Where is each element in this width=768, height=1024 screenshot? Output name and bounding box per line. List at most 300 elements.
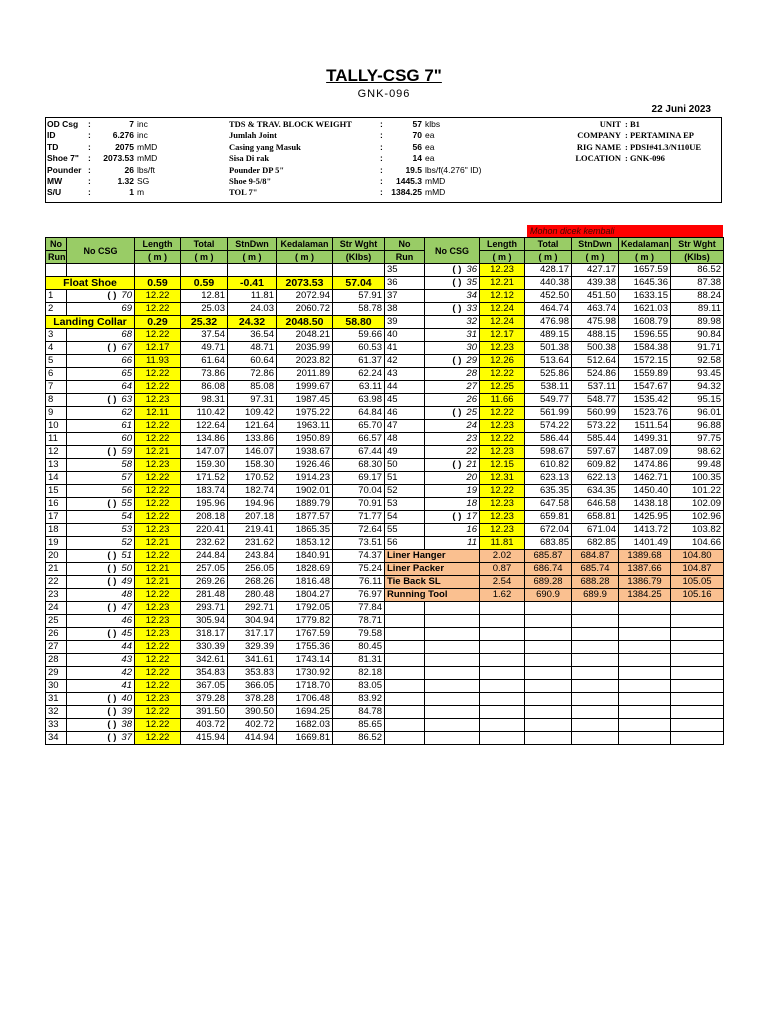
info-value: 6.276 bbox=[112, 130, 134, 141]
csg-number: 50 bbox=[121, 563, 132, 574]
str-wght-cell: 100.35 bbox=[671, 472, 724, 485]
kedalaman-cell: 1633.15 bbox=[619, 290, 671, 303]
length-cell: 12.22 bbox=[480, 407, 525, 420]
str-wght-cell: 95.15 bbox=[671, 394, 724, 407]
info-label: Pounder bbox=[47, 164, 82, 175]
run-number-cell: 21 bbox=[46, 563, 67, 576]
stndwn-cell: 439.38 bbox=[572, 277, 619, 290]
kedalaman-cell: 2023.82 bbox=[277, 355, 333, 368]
empty-cell bbox=[671, 706, 724, 719]
csg-number: 70 bbox=[121, 290, 132, 301]
info-unit: lbs/ft bbox=[137, 164, 155, 175]
csg-number: 41 bbox=[121, 680, 132, 691]
empty-cell bbox=[671, 667, 724, 680]
table-row bbox=[46, 537, 385, 550]
info-value: 26 bbox=[124, 164, 134, 175]
kedalaman-cell: 1608.79 bbox=[619, 316, 671, 329]
stndwn-cell: 146.07 bbox=[228, 446, 277, 459]
empty-cell bbox=[671, 693, 724, 706]
kedalaman-cell: 1755.36 bbox=[277, 641, 333, 654]
csg-number-cell bbox=[425, 264, 480, 277]
csg-number: 20 bbox=[466, 472, 477, 483]
str-wght-cell: 72.64 bbox=[333, 524, 385, 537]
str-wght-cell: 86.52 bbox=[671, 264, 724, 277]
empty-cell bbox=[619, 628, 671, 641]
empty-cell bbox=[619, 706, 671, 719]
csg-number: 24 bbox=[466, 420, 477, 431]
str-wght-cell: 68.30 bbox=[333, 459, 385, 472]
kedalaman-cell: 1938.67 bbox=[277, 446, 333, 459]
info-value: : B1 bbox=[625, 119, 640, 129]
empty-cell bbox=[385, 628, 425, 641]
str-wght-cell: 75.24 bbox=[333, 563, 385, 576]
str-wght-cell: 62.24 bbox=[333, 368, 385, 381]
total-cell: 244.84 bbox=[181, 550, 228, 563]
empty-cell bbox=[671, 719, 724, 732]
col-str-wght-header: Str Wght bbox=[333, 238, 385, 251]
length-cell: 12.23 bbox=[480, 420, 525, 433]
empty-cell bbox=[572, 654, 619, 667]
table-row bbox=[385, 433, 724, 446]
str-wght-cell: 104.66 bbox=[671, 537, 724, 550]
csg-number: 52 bbox=[121, 537, 132, 548]
table-row bbox=[46, 667, 385, 680]
stndwn-cell: 658.81 bbox=[572, 511, 619, 524]
run-number-cell: 24 bbox=[46, 602, 67, 615]
length-cell: 12.22 bbox=[135, 290, 181, 303]
csg-number: 33 bbox=[466, 303, 477, 314]
info-colon: : bbox=[380, 119, 383, 129]
stndwn-cell: 72.86 bbox=[228, 368, 277, 381]
empty-row bbox=[385, 654, 724, 667]
length-cell: 12.22 bbox=[135, 420, 181, 433]
table-row bbox=[46, 355, 385, 368]
length-cell: 12.15 bbox=[480, 459, 525, 472]
length-cell: 12.23 bbox=[480, 498, 525, 511]
table-row bbox=[46, 342, 385, 355]
info-value: 7 bbox=[129, 119, 134, 129]
length-cell: 12.22 bbox=[480, 485, 525, 498]
kedalaman-cell: 1559.89 bbox=[619, 368, 671, 381]
stndwn-cell: 182.74 bbox=[228, 485, 277, 498]
total-cell: 586.44 bbox=[525, 433, 572, 446]
length-cell: 12.24 bbox=[480, 303, 525, 316]
run-number-cell: 29 bbox=[46, 667, 67, 680]
table-row bbox=[385, 329, 724, 342]
str-wght-cell: 80.45 bbox=[333, 641, 385, 654]
run-number-cell: 2 bbox=[46, 303, 67, 316]
empty-cell bbox=[385, 706, 425, 719]
str-wght-cell: 101.22 bbox=[671, 485, 724, 498]
length-cell: 12.21 bbox=[135, 576, 181, 589]
kedalaman-cell: 1792.05 bbox=[277, 602, 333, 615]
notice-banner: Mohon dicek kembali bbox=[527, 225, 723, 237]
table-row bbox=[385, 264, 724, 277]
kedalaman-cell: 1474.86 bbox=[619, 459, 671, 472]
empty-cell bbox=[671, 732, 724, 745]
total-cell: 269.26 bbox=[181, 576, 228, 589]
str-wght-cell: 90.84 bbox=[671, 329, 724, 342]
csg-number: 59 bbox=[121, 446, 132, 457]
empty-cell bbox=[333, 264, 385, 277]
total-cell: 281.48 bbox=[181, 589, 228, 602]
empty-cell bbox=[572, 693, 619, 706]
kedalaman-cell: 1401.49 bbox=[619, 537, 671, 550]
empty-cell bbox=[480, 732, 525, 745]
str-wght-cell: 89.98 bbox=[671, 316, 724, 329]
str-wght-cell: 57.04 bbox=[333, 277, 385, 290]
total-cell: 195.96 bbox=[181, 498, 228, 511]
empty-cell bbox=[572, 719, 619, 732]
table-row bbox=[46, 433, 385, 446]
csg-number-cell bbox=[67, 628, 135, 641]
info-label: MW bbox=[47, 176, 63, 186]
empty-row bbox=[385, 641, 724, 654]
total-cell: 0.59 bbox=[181, 277, 228, 290]
col-total-header: Total bbox=[181, 238, 228, 251]
info-label: TOL 7" bbox=[229, 187, 258, 198]
empty-row bbox=[385, 693, 724, 706]
csg-number-cell bbox=[425, 355, 480, 368]
empty-row bbox=[385, 680, 724, 693]
stndwn-cell: 353.83 bbox=[228, 667, 277, 680]
length-cell: 11.81 bbox=[480, 537, 525, 550]
run-number-cell: 49 bbox=[385, 446, 425, 459]
stndwn-cell: 268.26 bbox=[228, 576, 277, 589]
csg-number: 16 bbox=[466, 524, 477, 535]
kedalaman-cell: 1926.46 bbox=[277, 459, 333, 472]
empty-cell bbox=[619, 654, 671, 667]
empty-cell bbox=[619, 680, 671, 693]
empty-cell bbox=[385, 641, 425, 654]
total-cell: 25.32 bbox=[181, 316, 228, 329]
csg-number: 60 bbox=[121, 433, 132, 444]
empty-cell bbox=[425, 719, 480, 732]
csg-number-cell bbox=[425, 407, 480, 420]
str-wght-cell: 99.48 bbox=[671, 459, 724, 472]
info-label: LOCATION bbox=[575, 153, 621, 164]
kedalaman-cell: 1706.48 bbox=[277, 693, 333, 706]
equipment-label: Liner Packer bbox=[385, 563, 480, 576]
run-number-cell: 6 bbox=[46, 368, 67, 381]
str-wght-cell: 70.91 bbox=[333, 498, 385, 511]
csg-number: 48 bbox=[121, 589, 132, 600]
table-row bbox=[46, 368, 385, 381]
stndwn-cell: 292.71 bbox=[228, 602, 277, 615]
csg-number: 45 bbox=[121, 628, 132, 639]
csg-number-cell bbox=[67, 550, 135, 563]
kedalaman-cell: 1389.68 bbox=[619, 550, 671, 563]
kedalaman-cell: 1584.38 bbox=[619, 342, 671, 355]
page-title: TALLY-CSG 7" bbox=[326, 66, 442, 85]
kedalaman-cell: 1387.66 bbox=[619, 563, 671, 576]
csg-number: 51 bbox=[121, 550, 132, 561]
total-cell: 220.41 bbox=[181, 524, 228, 537]
csg-number-cell bbox=[425, 368, 480, 381]
run-number-cell: 30 bbox=[46, 680, 67, 693]
length-cell: 12.23 bbox=[135, 602, 181, 615]
str-wght-cell: 81.31 bbox=[333, 654, 385, 667]
run-number-cell: 33 bbox=[46, 719, 67, 732]
empty-cell bbox=[425, 602, 480, 615]
equipment-label: Liner Hanger bbox=[385, 550, 480, 563]
run-number-cell: 14 bbox=[46, 472, 67, 485]
length-cell: 12.21 bbox=[135, 563, 181, 576]
run-number-cell: 15 bbox=[46, 485, 67, 498]
stndwn-cell: 121.64 bbox=[228, 420, 277, 433]
csg-number-cell bbox=[425, 394, 480, 407]
empty-cell bbox=[425, 615, 480, 628]
kedalaman-cell: 1384.25 bbox=[619, 589, 671, 602]
stndwn-cell: 463.74 bbox=[572, 303, 619, 316]
csg-number-cell bbox=[425, 472, 480, 485]
run-number-cell: 27 bbox=[46, 641, 67, 654]
total-cell: 318.17 bbox=[181, 628, 228, 641]
info-value: 14 bbox=[412, 153, 422, 164]
total-cell: 159.30 bbox=[181, 459, 228, 472]
str-wght-cell: 91.71 bbox=[671, 342, 724, 355]
csg-number-cell bbox=[425, 498, 480, 511]
str-wght-cell: 89.11 bbox=[671, 303, 724, 316]
length-cell: 12.21 bbox=[135, 537, 181, 550]
col-total-unit: ( m ) bbox=[181, 251, 228, 264]
kedalaman-cell: 1425.95 bbox=[619, 511, 671, 524]
str-wght-cell: 70.04 bbox=[333, 485, 385, 498]
kedalaman-cell: 1914.23 bbox=[277, 472, 333, 485]
check-bracket: ( ) bbox=[107, 394, 117, 405]
csg-number: 34 bbox=[466, 290, 477, 301]
col-no-csg-header: No CSG bbox=[67, 238, 135, 264]
col-length-unit: ( m ) bbox=[480, 251, 525, 264]
info-value: 2073.53 bbox=[103, 153, 134, 164]
table-row bbox=[385, 446, 724, 459]
str-wght-cell: 67.44 bbox=[333, 446, 385, 459]
empty-cell bbox=[425, 667, 480, 680]
csg-number-cell bbox=[67, 459, 135, 472]
table-row bbox=[46, 654, 385, 667]
csg-number: 39 bbox=[121, 706, 132, 717]
empty-cell bbox=[671, 654, 724, 667]
length-cell: 12.25 bbox=[480, 381, 525, 394]
length-cell: 12.22 bbox=[135, 667, 181, 680]
empty-cell bbox=[480, 706, 525, 719]
empty-cell bbox=[525, 602, 572, 615]
special-row bbox=[46, 316, 385, 329]
stndwn-cell: 378.28 bbox=[228, 693, 277, 706]
col-length-header: Length bbox=[135, 238, 181, 251]
csg-number: 57 bbox=[121, 472, 132, 483]
kedalaman-cell: 1877.57 bbox=[277, 511, 333, 524]
run-number-cell: 41 bbox=[385, 342, 425, 355]
empty-row bbox=[385, 719, 724, 732]
stndwn-cell: 48.71 bbox=[228, 342, 277, 355]
str-wght-cell: 61.37 bbox=[333, 355, 385, 368]
kedalaman-cell: 2048.50 bbox=[277, 316, 333, 329]
run-number-cell: 23 bbox=[46, 589, 67, 602]
table-row bbox=[385, 368, 724, 381]
str-wght-cell: 92.58 bbox=[671, 355, 724, 368]
table-row bbox=[385, 524, 724, 537]
total-cell: 403.72 bbox=[181, 719, 228, 732]
stndwn-cell: 133.86 bbox=[228, 433, 277, 446]
col-no-header: No bbox=[46, 238, 67, 251]
kedalaman-cell: 1682.03 bbox=[277, 719, 333, 732]
run-number-cell: 8 bbox=[46, 394, 67, 407]
info-value: 70 bbox=[412, 130, 422, 141]
run-number-cell: 17 bbox=[46, 511, 67, 524]
info-label: TD bbox=[47, 141, 59, 152]
info-colon: : bbox=[380, 187, 383, 198]
table-row bbox=[385, 355, 724, 368]
run-number-cell: 9 bbox=[46, 407, 67, 420]
empty-cell bbox=[425, 706, 480, 719]
info-label: S/U bbox=[47, 187, 62, 198]
empty-cell bbox=[480, 654, 525, 667]
empty-cell bbox=[525, 667, 572, 680]
equipment-row bbox=[385, 589, 724, 602]
total-cell: 110.42 bbox=[181, 407, 228, 420]
length-cell: 12.26 bbox=[480, 355, 525, 368]
str-wght-cell: 86.52 bbox=[333, 732, 385, 745]
stndwn-cell: 24.32 bbox=[228, 316, 277, 329]
info-label: Jumlah Joint bbox=[229, 130, 277, 141]
table-row bbox=[46, 706, 385, 719]
empty-cell bbox=[525, 732, 572, 745]
csg-number-cell bbox=[67, 381, 135, 394]
special-label: Landing Collar bbox=[46, 316, 135, 329]
stndwn-cell: -0.41 bbox=[228, 277, 277, 290]
length-cell: 12.23 bbox=[135, 693, 181, 706]
check-bracket: ( ) bbox=[107, 628, 117, 639]
empty-row bbox=[385, 628, 724, 641]
total-cell: 367.05 bbox=[181, 680, 228, 693]
run-number-cell: 48 bbox=[385, 433, 425, 446]
run-number-cell: 3 bbox=[46, 329, 67, 342]
empty-cell bbox=[525, 680, 572, 693]
table-row bbox=[46, 628, 385, 641]
stndwn-cell: 500.38 bbox=[572, 342, 619, 355]
empty-cell bbox=[572, 667, 619, 680]
str-wght-cell: 64.84 bbox=[333, 407, 385, 420]
info-label: Sisa Di rak bbox=[229, 153, 270, 164]
info-colon: : bbox=[88, 130, 91, 141]
csg-number-cell bbox=[67, 537, 135, 550]
total-cell: 86.08 bbox=[181, 381, 228, 394]
run-number-cell: 47 bbox=[385, 420, 425, 433]
total-cell: 440.38 bbox=[525, 277, 572, 290]
csg-number: 23 bbox=[466, 433, 477, 444]
info-unit: ea bbox=[425, 141, 435, 152]
info-unit: m bbox=[137, 187, 145, 198]
empty-cell bbox=[480, 641, 525, 654]
stndwn-cell: 622.13 bbox=[572, 472, 619, 485]
empty-cell bbox=[385, 732, 425, 745]
run-number-cell: 34 bbox=[46, 732, 67, 745]
empty-cell bbox=[480, 602, 525, 615]
csg-number-cell bbox=[425, 511, 480, 524]
kedalaman-cell: 1853.12 bbox=[277, 537, 333, 550]
csg-number: 43 bbox=[121, 654, 132, 665]
run-number-cell: 38 bbox=[385, 303, 425, 316]
csg-number-cell bbox=[425, 485, 480, 498]
kedalaman-cell: 2011.89 bbox=[277, 368, 333, 381]
csg-number-cell bbox=[67, 368, 135, 381]
csg-number: 40 bbox=[121, 693, 132, 704]
length-cell: 12.22 bbox=[480, 368, 525, 381]
empty-cell bbox=[671, 641, 724, 654]
kedalaman-cell: 1767.59 bbox=[277, 628, 333, 641]
empty-cell bbox=[525, 615, 572, 628]
length-cell: 12.23 bbox=[480, 264, 525, 277]
stndwn-cell: 671.04 bbox=[572, 524, 619, 537]
length-cell: 12.23 bbox=[135, 628, 181, 641]
length-cell: 12.22 bbox=[135, 719, 181, 732]
csg-number: 68 bbox=[121, 329, 132, 340]
kedalaman-cell: 1438.18 bbox=[619, 498, 671, 511]
run-number-cell: 44 bbox=[385, 381, 425, 394]
csg-number: 49 bbox=[121, 576, 132, 587]
table-row bbox=[46, 524, 385, 537]
stndwn-cell: 243.84 bbox=[228, 550, 277, 563]
table-row bbox=[46, 615, 385, 628]
table-row bbox=[385, 498, 724, 511]
empty-row bbox=[385, 667, 724, 680]
info-value: 2075 bbox=[115, 141, 134, 152]
empty-row bbox=[385, 732, 724, 745]
csg-number-cell bbox=[67, 667, 135, 680]
info-value: 1384.25 bbox=[391, 187, 422, 198]
csg-number-cell bbox=[67, 602, 135, 615]
stndwn-cell: 585.44 bbox=[572, 433, 619, 446]
stndwn-cell: 537.11 bbox=[572, 381, 619, 394]
col-kedalaman-header: Kedalaman bbox=[619, 238, 671, 251]
total-cell: 672.04 bbox=[525, 524, 572, 537]
empty-cell bbox=[135, 264, 181, 277]
csg-number-cell bbox=[67, 472, 135, 485]
info-value: : PERTAMINA EP bbox=[625, 130, 694, 141]
str-wght-cell: 59.66 bbox=[333, 329, 385, 342]
table-row bbox=[385, 290, 724, 303]
kedalaman-cell: 1572.15 bbox=[619, 355, 671, 368]
csg-number: 42 bbox=[121, 667, 132, 678]
csg-number: 27 bbox=[466, 381, 477, 392]
total-cell: 513.64 bbox=[525, 355, 572, 368]
str-wght-cell: 58.78 bbox=[333, 303, 385, 316]
info-unit: mMD bbox=[137, 141, 158, 152]
table-row bbox=[385, 459, 724, 472]
csg-number-cell bbox=[425, 316, 480, 329]
csg-number-cell bbox=[67, 615, 135, 628]
csg-number-cell bbox=[67, 563, 135, 576]
kedalaman-cell: 1816.48 bbox=[277, 576, 333, 589]
total-cell: 598.67 bbox=[525, 446, 572, 459]
total-cell: 659.81 bbox=[525, 511, 572, 524]
check-bracket: ( ) bbox=[107, 446, 117, 457]
run-number-cell: 51 bbox=[385, 472, 425, 485]
empty-cell bbox=[572, 732, 619, 745]
info-colon: : bbox=[88, 153, 91, 164]
info-label: OD Csg bbox=[47, 119, 79, 129]
check-bracket: ( ) bbox=[107, 719, 117, 730]
stndwn-cell: 689.9 bbox=[572, 589, 619, 602]
empty-row bbox=[46, 264, 385, 277]
kedalaman-cell: 1511.54 bbox=[619, 420, 671, 433]
run-number-cell: 35 bbox=[385, 264, 425, 277]
empty-cell bbox=[46, 264, 67, 277]
header-row bbox=[46, 238, 385, 251]
str-wght-cell: 96.88 bbox=[671, 420, 724, 433]
length-cell: 0.29 bbox=[135, 316, 181, 329]
